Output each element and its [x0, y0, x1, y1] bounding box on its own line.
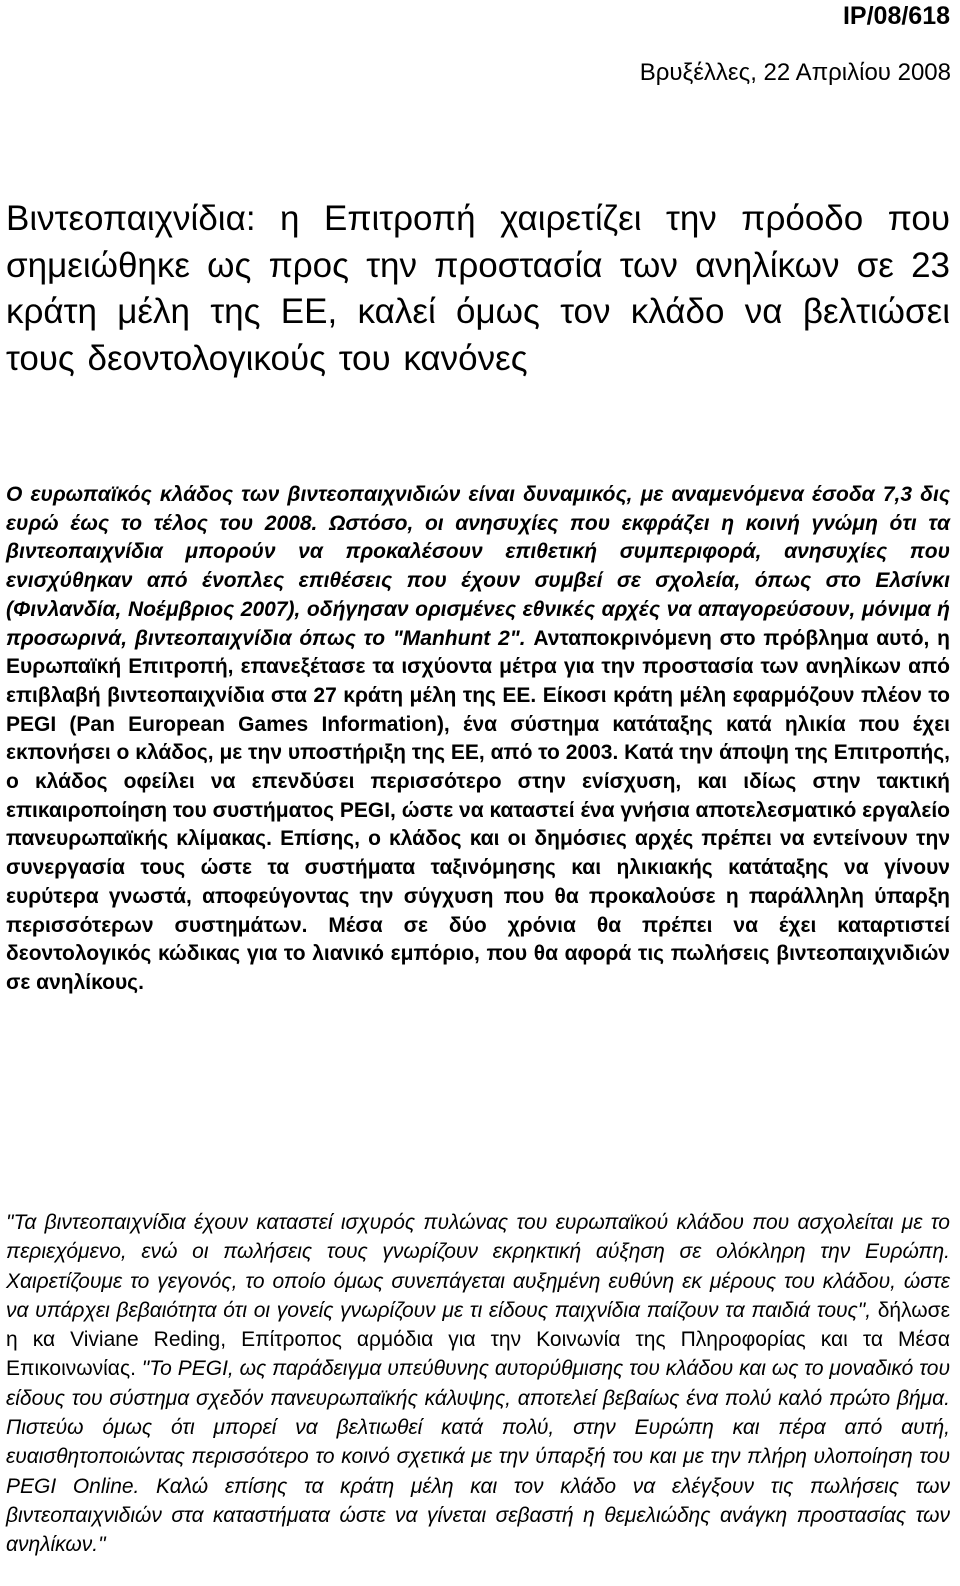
page-title: Βιντεοπαιχνίδια: η Επιτροπή χαιρετίζει την πρόοδο που σημειώθηκε ως προς την προστασία των ανηλίκων σε 23 κράτη μέλη της ΕΕ, καλεί όμως τον κλάδο να βελτιώσει τους δεοντολογικούς του κανόνες	[6, 199, 950, 378]
quote-first: "Τα βιντεοπαιχνίδια έχουν καταστεί ισχυρός πυλώνας του ευρωπαϊκού κλάδου που ασχολείται με το περιεχόμενο, ενώ οι πωλήσεις τους γνωρίζουν εκρηκτική αύξηση σε ολόκληρη την Ευρώπη. Χαιρετίζουμε το γεγονός, το οποίο όμως συνεπάγεται αυξημένη ευθύνη εκ μέρους του κλάδου, ώστε να υπάρχει βεβαιότητα ότι οι γονείς γνωρίζουν με τι είδους παιχνίδια παίζουν τα παιδιά τους",	[6, 1211, 950, 1322]
quote-paragraph	[6, 1208, 950, 1560]
dateline: Βρυξέλλες, 22 Απριλίου 2008	[639, 59, 951, 86]
lead-paragraph	[6, 481, 950, 998]
lead-italic-text: Ο ευρωπαϊκός κλάδος των βιντεοπαιχνιδιών είναι δυναμικός, με αναμενόμενα έσοδα 7,3 δις ευρώ έως το τέλος του 2008. Ωστόσο, οι ανησυχίες που εκφράζει η κοινή γνώμη ότι τα βιντεοπαιχνίδια μπορούν να προκαλέσουν επιθετική συμπεριφορά, ανησυχίες που ενισχύθηκαν από ένοπλες επιθέσεις που έχουν συμβεί σε σχολεία, όπως στο Ελσίνκι (Φινλανδία, Νοέμβριος 2007), οδήγησαν ορισμένες εθνικές αρχές να απαγορεύσουν, μόνιμα ή προσωρινά, βιντεοπαιχνίδια όπως το "Manhunt 2".	[6, 483, 950, 650]
document-reference: IP/08/618	[842, 2, 950, 30]
lead-upright-text: Ανταποκρινόμενη στο πρόβλημα αυτό, η Ευρωπαϊκή Επιτροπή, επανεξέτασε τα ισχύοντα μέτρα για την προστασία των ανηλίκων από επιβλαβή βιντεοπαιχνίδια στα 27 κράτη μέλη της ΕΕ. Είκοσι κράτη μέλη εφαρμόζουν πλέον το PEGI (Pan European Games Information), ένα σύστημα κατάταξης κατά ηλικία που έχει εκπονήσει ο κλάδος, με την υποστήριξη της ΕΕ, από το 2003. Κατά την άποψη της Επιτροπής, ο κλάδος οφείλει να επενδύσει περισσότερο στην ενίσχυση, και ιδίως στην τακτική επικαιροποίηση του συστήματος PEGI, ώστε να καταστεί ένα γνήσια αποτελεσματικό εργαλείο πανευρωπαϊκής κλίμακας. Επίσης, ο κλάδος και οι δημόσιες αρχές πρέπει να εντείνουν την συνεργασία τους ώστε τα συστήματα ταξινόμησης και ηλικιακής κατάταξης να γίνουν ευρύτερα γνωστά, αποφεύγοντας την σύγχυση που θα προκαλούσε η παράλληλη ύπαρξη περισσότερων συστημάτων. Μέσα σε δύο χρόνια θα πρέπει να έχει καταρτιστεί δεοντολογικός κώδικας για το λιανικό εμπόριο, που θα αφορά τις πωλήσεις βιντεοπαιχνιδιών σε ανηλίκους.	[6, 626, 951, 994]
quote-attribution: δήλωσε η κα Viviane Reding, Επίτροπος αρμόδια για την Κοινωνία της Πληροφορίας και τα Μέσα Επικοινωνίας.	[6, 1298, 950, 1381]
quote-second: "Το PEGI, ως παράδειγμα υπεύθυνης αυτορύθμισης του κλάδου και ως το μοναδικό του είδους του σύστημα σχεδόν πανευρωπαϊκής κάλυψης, αποτελεί βεβαίως ένα πολύ καλό πρώτο βήμα. Πιστεύω όμως ότι μπορεί να βελτιωθεί κατά πολύ, στην Ευρώπη και πέρα από αυτή, ευαισθητοποιώντας περισσότερο το κοινό σχετικά με την ύπαρξή του και με την πλήρη υλοποίηση του PEGI Online. Καλώ επίσης τα κράτη μέλη και τον κλάδο να ελέγξουν τις πωλήσεις των βιντεοπαιχνιδιών στα καταστήματα ώστε να γίνεται σεβαστή η θεμελιώδης ανάγκη προστασίας των ανηλίκων."	[6, 1357, 950, 1557]
